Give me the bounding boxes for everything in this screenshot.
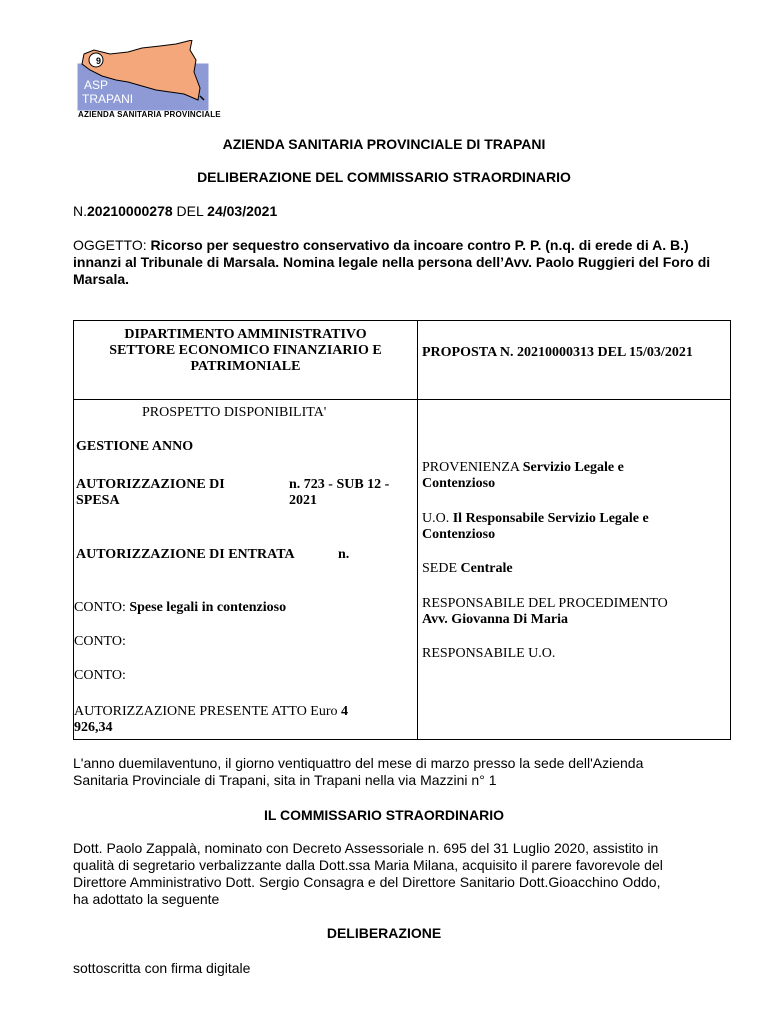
aut-spesa-label-line2: SPESA [76, 493, 120, 508]
commissario-heading: IL COMMISSARIO STRAORDINARIO [263, 807, 505, 823]
sede-field [422, 561, 513, 577]
deliberation-number: 20210000278 [87, 203, 173, 219]
aut-presente-value-line2: 926,34 [74, 720, 113, 735]
uo-value-line1: Il Responsabile Servizio Legale e [452, 511, 649, 526]
uo-value-line2: Contenzioso [422, 527, 496, 542]
intro-paragraph [73, 755, 713, 789]
logo-line1: ASP [84, 78, 109, 92]
responsabile-procedimento-field [422, 596, 668, 628]
uo-label: U.O. [422, 511, 453, 526]
deliberation-date: 24/03/2021 [207, 203, 278, 219]
intro-line1: L'anno duemilaventuno, il giorno ventiquattro del mese di marzo presso la sede dell'Azienda [73, 755, 644, 771]
commissario-line4: ha adottato la seguente [73, 891, 220, 907]
dept-line1: DIPARTIMENTO AMMINISTRATIVO [124, 327, 367, 342]
provenienza-field [422, 460, 624, 492]
table-divider-vertical [417, 321, 418, 739]
aut-spesa-value [289, 477, 389, 509]
conto-1-value: Spese legali in contenzioso [129, 600, 287, 615]
aut-spesa-value-line1: n. 723 - SUB 12 - [289, 477, 390, 492]
info-table [73, 320, 731, 740]
aut-spesa-label-line1: AUTORIZZAZIONE DI [76, 477, 225, 492]
digital-signature-note: sottoscritta con firma digitale [73, 960, 251, 976]
department-cell [74, 327, 417, 375]
proposal-cell: PROPOSTA N. 20210000313 DEL 15/03/2021 [422, 345, 693, 360]
uo-field [422, 511, 649, 543]
provenienza-value-line2: Contenzioso [422, 476, 496, 491]
aut-spesa-label [76, 477, 225, 509]
aut-entrata-label: AUTORIZZAZIONE DI ENTRATA [76, 547, 295, 562]
dept-line2: SETTORE ECONOMICO FINANZIARIO E [109, 343, 382, 358]
resp-proc-label: RESPONSABILE DEL PROCEDIMENTO [422, 596, 668, 611]
commissario-line2: qualità di segretario verbalizzante dalla Dott.ssa Maria Milana, acquisito il parere favorevole del [73, 857, 663, 873]
deliberation-number-line [73, 203, 277, 219]
intro-line2: Sanitaria Provinciale di Trapani, sita in Trapani nella via Mazzini n° 1 [73, 772, 497, 788]
conto-1 [74, 600, 286, 616]
subject-text: Ricorso per sequestro conservativo da incoare contro P. P. (n.q. di erede di A. B.) innanzi al Tribunale di Marsala. Nomina legale nella persona dell’Avv. Paolo Ruggieri del Foro di Marsala. [73, 237, 711, 287]
aut-entrata-value: n. [338, 547, 350, 562]
prospetto-label: PROSPETTO DISPONIBILITA' [142, 405, 327, 420]
provenienza-value-line1: Servizio Legale e [522, 460, 624, 475]
table-divider-horizontal [74, 399, 730, 400]
aut-presente-label: AUTORIZZAZIONE PRESENTE ATTO Euro [74, 704, 342, 719]
sede-label: SEDE [422, 561, 461, 576]
dept-line3: PATRIMONIALE [190, 359, 301, 374]
commissario-paragraph [73, 840, 733, 908]
conto-2: CONTO: [74, 634, 126, 649]
deliberazione-heading: DELIBERAZIONE [326, 925, 442, 941]
sede-value: Centrale [460, 561, 513, 576]
gestione-anno-label: GESTIONE ANNO [76, 439, 194, 454]
conto-3: CONTO: [74, 668, 126, 683]
aut-presente-value-line1: 4 [341, 704, 349, 719]
logo-caption: AZIENDA SANITARIA PROVINCIALE [78, 110, 221, 119]
org-heading: AZIENDA SANITARIA PROVINCIALE DI TRAPANI [222, 136, 546, 152]
commissario-line1: Dott. Paolo Zappalà, nominato con Decreto Assessoriale n. 695 del 31 Luglio 2020, assistito in [73, 840, 659, 856]
doc-type-heading: DELIBERAZIONE DEL COMMISSARIO STRAORDINARIO [197, 169, 571, 185]
del-word: DEL [172, 203, 208, 219]
responsabile-uo-field: RESPONSABILE U.O. [422, 646, 556, 661]
resp-proc-value: Avv. Giovanna Di Maria [422, 612, 568, 627]
aut-presente-atto [74, 704, 394, 736]
conto-1-label: CONTO: [74, 600, 130, 615]
number-prefix: N. [73, 203, 87, 219]
subject-block [73, 237, 723, 288]
aut-spesa-value-line2: 2021 [289, 493, 317, 508]
provenienza-label: PROVENIENZA [422, 460, 523, 475]
commissario-line3: Direttore Amministrativo Dott. Sergio Consagra e del Direttore Sanitario Dott.Gioacchino Oddo, [73, 874, 661, 890]
logo-badge-number: 9 [96, 56, 102, 66]
subject-label: OGGETTO: [73, 237, 151, 253]
logo-line2: TRAPANI [82, 92, 134, 106]
